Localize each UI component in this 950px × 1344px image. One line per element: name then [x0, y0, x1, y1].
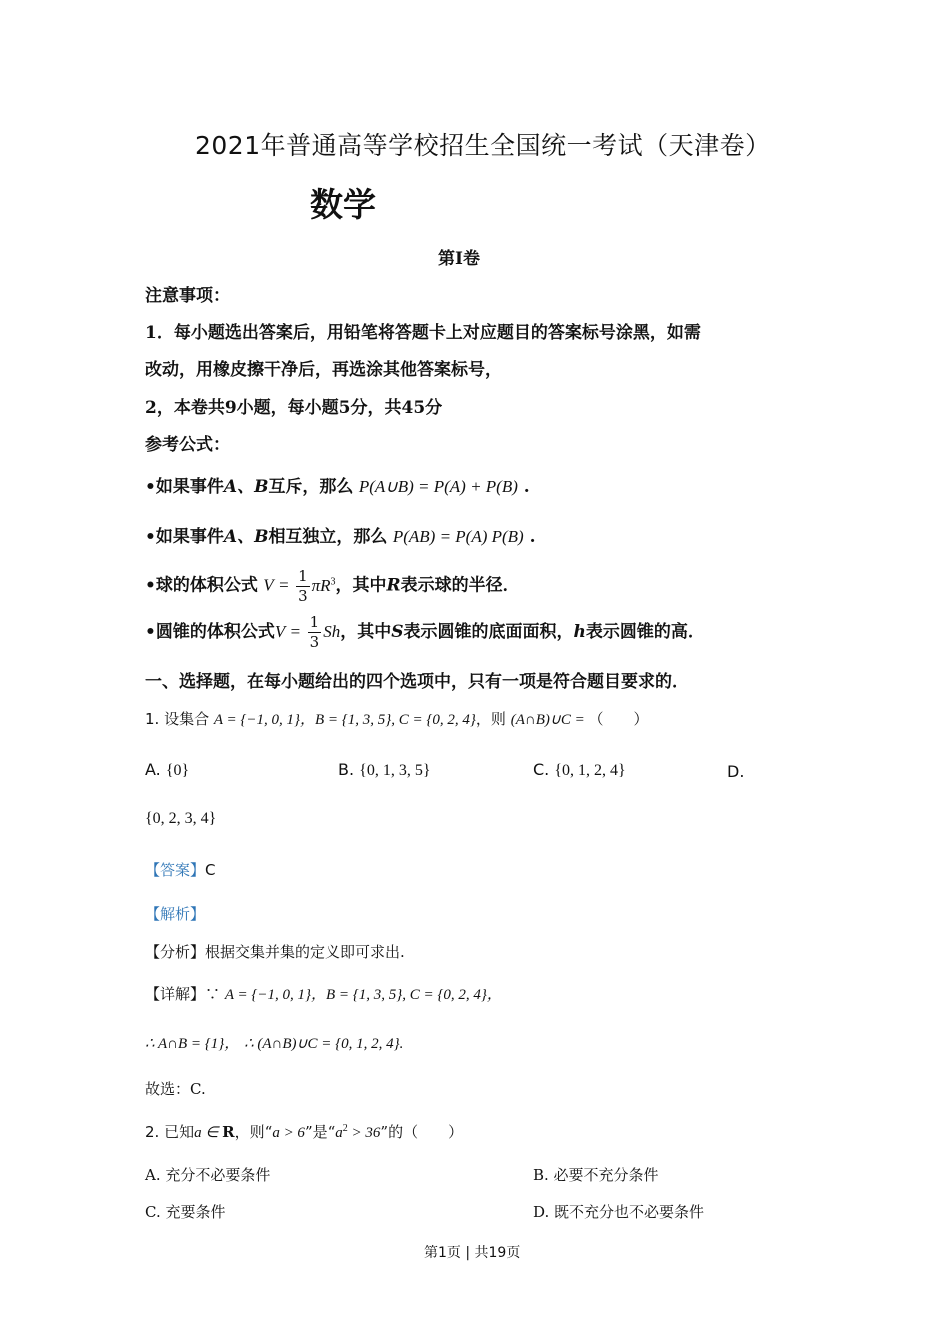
analysis-xiangjie: [145, 983, 502, 1004]
formula-1-prefix: •如果事件: [145, 477, 224, 497]
question-2-option-c: C. 充要条件: [145, 1203, 226, 1221]
question-2-condition-1: a > 6: [272, 1125, 305, 1141]
question-2-option-d: D. 既不充分也不必要条件: [533, 1203, 705, 1221]
question-1-option-b: B. {0, 1, 3, 5}: [338, 760, 431, 779]
notes-item-2: 2，本卷共9小题，每小题5分，共45分: [145, 398, 443, 418]
fraction-one-third: $\frac{1}{3}$: [298, 566, 308, 605]
question-1-prefix: 1. 设集合: [145, 710, 210, 728]
notes-item-1-line-2: 改动，用橡皮擦干净后，再选涂其他答案标号，: [145, 360, 502, 380]
question-1-option-d-label: D.: [727, 762, 745, 781]
formula-3-prefix: •球的体积公式: [145, 575, 258, 596]
question-1-suffix: ，则: [475, 710, 506, 728]
formula-4-mid: 表示圆锥的底面面积，: [403, 622, 574, 642]
formula-independent: •如果事件A、B相互独立，那么 P(AB) = P(A) P(B) .: [145, 527, 536, 547]
question-2-condition-2-exp: 2: [342, 1123, 348, 1134]
question-2-prefix: 2. 已知: [145, 1123, 195, 1141]
formula-sphere-volume: •球的体积公式 V = $\frac{1}{3}$ $\pi R^3$，其中R表示球的半径．: [145, 566, 520, 605]
formula-1-events: A、B: [223, 477, 269, 497]
formula-3-var: R: [386, 575, 401, 596]
analysis-choice: 故选：C.: [145, 1080, 206, 1098]
formula-2-mid: 相互独立，那么: [268, 527, 388, 547]
formula-2-events: A、B: [223, 527, 269, 547]
formula-4-suffix: 表示圆锥的高．: [585, 622, 705, 642]
question-1-option-a: A. {0}: [145, 760, 190, 779]
formulas-heading: 参考公式：: [145, 435, 230, 455]
question-1-option-c: C. {0, 1, 2, 4}: [533, 760, 626, 779]
question-2-mid-2: ”是“: [304, 1123, 336, 1141]
formula-4-which: ，其中: [340, 622, 392, 642]
analysis-therefore: [145, 1032, 403, 1053]
answer-value: C: [205, 861, 216, 879]
therefore-intersection: ∴ A∩B = {1}，: [145, 1036, 240, 1052]
formula-3-suffix: 表示球的半径．: [400, 575, 520, 596]
question-2-mid-1: ，则“: [234, 1123, 273, 1141]
xiangjie-sets: A = {−1, 0, 1}，B = {1, 3, 5}, C = {0, 2, 4}，: [224, 987, 502, 1003]
question-2-condition-2-base: a: [335, 1125, 343, 1141]
question-1-answer: [145, 859, 216, 880]
formula-4-var-s: S: [391, 622, 404, 642]
answer-tag: 【答案】: [145, 861, 206, 879]
because-symbol: ∵: [205, 985, 221, 1003]
section-1-heading: 一、选择题，在每小题给出的四个选项中，只有一项是符合题目要求的．: [145, 672, 689, 692]
question-1-stem: [145, 708, 649, 729]
question-2-option-b: B. 必要不充分条件: [533, 1166, 659, 1184]
formula-2-expression: P(AB) = P(A) P(B): [392, 527, 524, 546]
question-2-suffix: ”的（ ）: [380, 1123, 464, 1141]
formula-mutually-exclusive: •如果事件A、B互斥，那么 P(A∪B) = P(A) + P(B) .: [145, 477, 530, 497]
formula-4-var-h: h: [573, 622, 586, 642]
analysis-fenxi: 【分析】根据交集并集的定义即可求出.: [145, 943, 405, 961]
therefore-union: ∴ (A∩B)∪C = {0, 1, 2, 4}.: [244, 1036, 404, 1052]
question-1-paren: （ ）: [588, 710, 649, 728]
formula-3-which: ，其中: [335, 575, 387, 596]
question-2-stem: [145, 1121, 463, 1142]
xiangjie-tag: 【详解】: [145, 985, 206, 1003]
analysis-tag: 【解析】: [145, 905, 206, 923]
fraction-one-third: $\frac{1}{3}$: [309, 613, 320, 651]
question-2-var: a ∈: [194, 1125, 223, 1141]
question-1-sets: A = {−1, 0, 1}，B = {1, 3, 5}, C = {0, 2, 4}: [213, 712, 476, 728]
notes-item-1-line-1: 1．每小题选出答案后，用铅笔将答题卡上对应题目的答案标号涂黑，如需: [145, 323, 701, 343]
formula-1-mid: 互斥，那么: [268, 477, 354, 497]
formula-4-prefix: •圆锥的体积公式: [145, 622, 275, 642]
question-1-option-d: {0, 2, 3, 4}: [145, 810, 217, 827]
question-2-condition-2-rest: > 36: [347, 1125, 381, 1141]
question-1-expression: (A∩B)∪C =: [510, 712, 589, 728]
formula-1-expression: P(A∪B) = P(A) + P(B): [358, 477, 518, 496]
exam-title: 2021年普通高等学校招生全国统一考试（天津卷）: [195, 131, 771, 160]
notes-heading: 注意事项：: [145, 286, 230, 306]
formula-cone-volume: •圆锥的体积公式V = $\frac{1}{3}$ Sh，其中S表示圆锥的底面面积，h表示圆锥的高．: [145, 613, 705, 651]
question-2-option-a: A. 充分不必要条件: [145, 1166, 271, 1184]
volume-label: 第I卷: [438, 249, 480, 269]
formula-2-prefix: •如果事件: [145, 527, 224, 547]
question-2-real: R: [222, 1123, 235, 1141]
page-footer: 第1页 | 共19页: [424, 1245, 521, 1261]
subject-title: 数学: [310, 185, 376, 224]
